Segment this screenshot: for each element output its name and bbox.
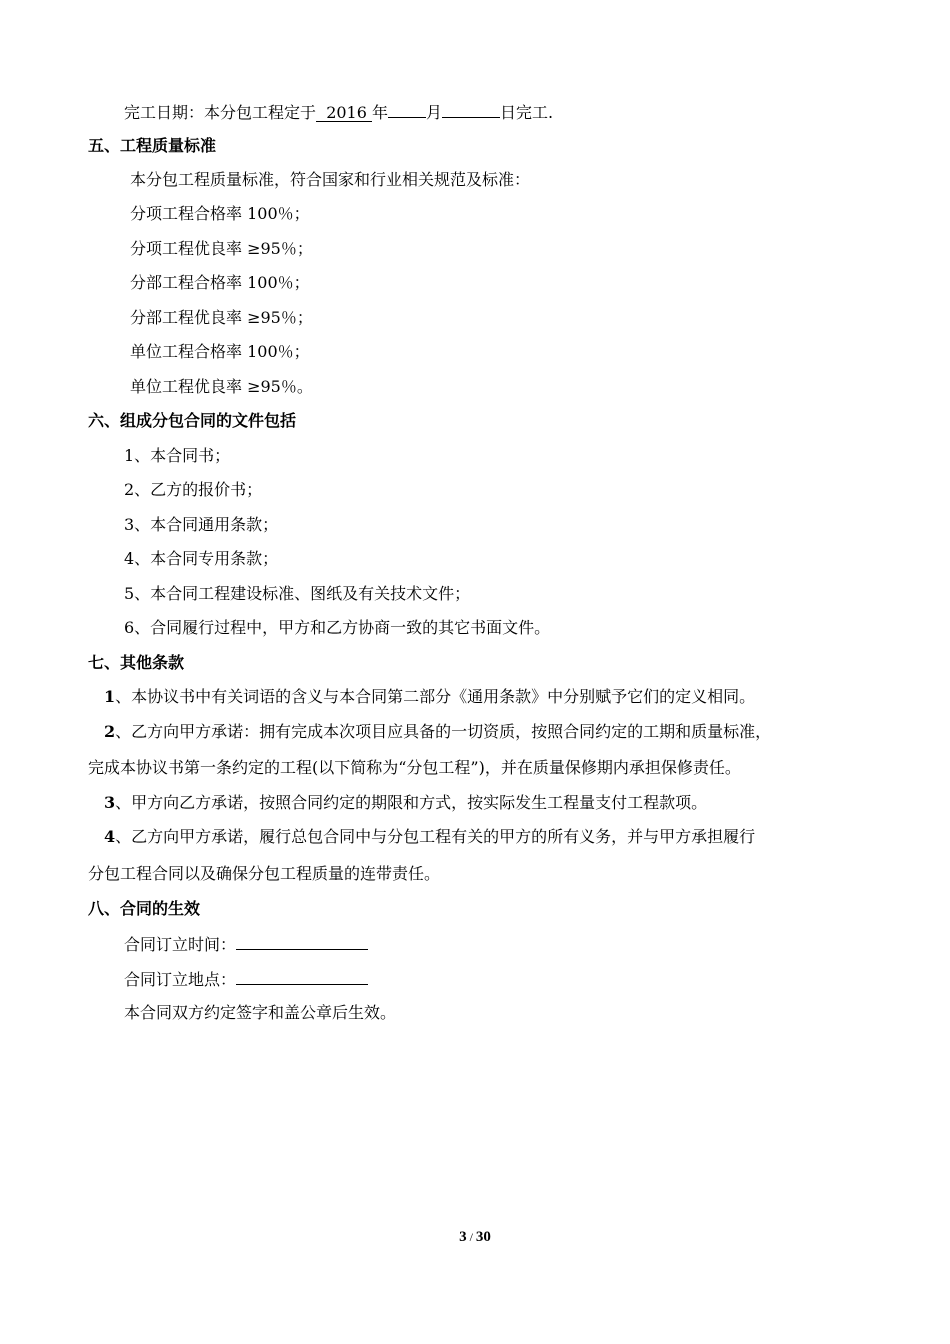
quality-item: 单位工程合格率 100％； [130,342,310,361]
section-5-title: 五、工程质量标准 [88,136,217,155]
sign-time-blank [236,933,368,950]
day-blank [442,101,500,118]
document-list-item: 1、本合同书； [124,446,231,465]
page-separator: / [469,1230,473,1244]
clause-number: 3 [104,793,116,812]
clause-3 [104,792,707,814]
clause-2 [104,721,771,743]
completion-prefix: 完工日期：本分包工程定于 [124,103,317,122]
document-list-item: 3、本合同通用条款； [124,515,279,534]
month-blank [388,101,426,118]
sign-time-label: 合同订立时间： [124,935,237,954]
quality-item: 分部工程合格率 100％； [130,273,310,292]
clause-text: 、乙方向甲方承诺，履行总包合同中与分包工程有关的甲方的所有义务，并与甲方承担履行 [115,827,756,846]
clause-number: 2 [104,722,116,741]
sign-place-blank [236,968,368,985]
sign-place-line [124,968,368,991]
section-7-title: 七、其他条款 [88,653,185,672]
completion-date-line [124,101,553,124]
completion-month-suffix: 月 [426,103,443,122]
section-6-title: 六、组成分包合同的文件包括 [88,411,297,430]
section-5-intro: 本分包工程质量标准，符合国家和行业相关规范及标准： [130,170,531,189]
page-current: 3 [459,1229,467,1245]
sign-time-line [124,933,368,956]
document-list-item: 6、合同履行过程中，甲方和乙方协商一致的其它书面文件。 [124,618,551,637]
completion-year-suffix: 年 [372,103,389,122]
page-total: 30 [475,1229,491,1245]
completion-year: 2016 [316,103,372,122]
document-list-item: 2、乙方的报价书； [124,480,263,499]
quality-item: 分项工程优良率 ≥95％； [130,239,313,258]
clause-text: 、本协议书中有关词语的含义与本合同第二部分《通用条款》中分别赋予它们的定义相同。 [115,687,756,706]
clause-4-continuation: 分包工程合同以及确保分包工程质量的连带责任。 [88,864,441,883]
sign-place-label: 合同订立地点： [124,970,237,989]
section-8-title: 八、合同的生效 [88,899,201,918]
clause-number: 4 [104,827,116,846]
document-list-item: 5、本合同工程建设标准、图纸及有关技术文件； [124,584,471,603]
clause-text: 、甲方向乙方承诺，按照合同约定的期限和方式，按实际发生工程量支付工程款项。 [115,793,708,812]
quality-item: 分部工程优良率 ≥95％； [130,308,313,327]
completion-day-suffix: 日完工. [500,103,554,122]
clause-number: 1 [104,687,116,706]
clause-text: 、乙方向甲方承诺：拥有完成本次项目应具备的一切资质，按照合同约定的工期和质量标准， [115,722,772,741]
document-list-item: 4、本合同专用条款； [124,549,279,568]
effect-statement: 本合同双方约定签字和盖公章后生效。 [124,1003,397,1022]
quality-item: 单位工程优良率 ≥95％。 [130,377,313,396]
page-number [0,1229,950,1246]
clause-1 [104,686,755,708]
clause-4 [104,826,755,848]
clause-2-continuation: 完成本协议书第一条约定的工程(以下简称为“分包工程”)，并在质量保修期内承担保修责任。 [88,758,741,777]
quality-item: 分项工程合格率 100％； [130,204,310,223]
